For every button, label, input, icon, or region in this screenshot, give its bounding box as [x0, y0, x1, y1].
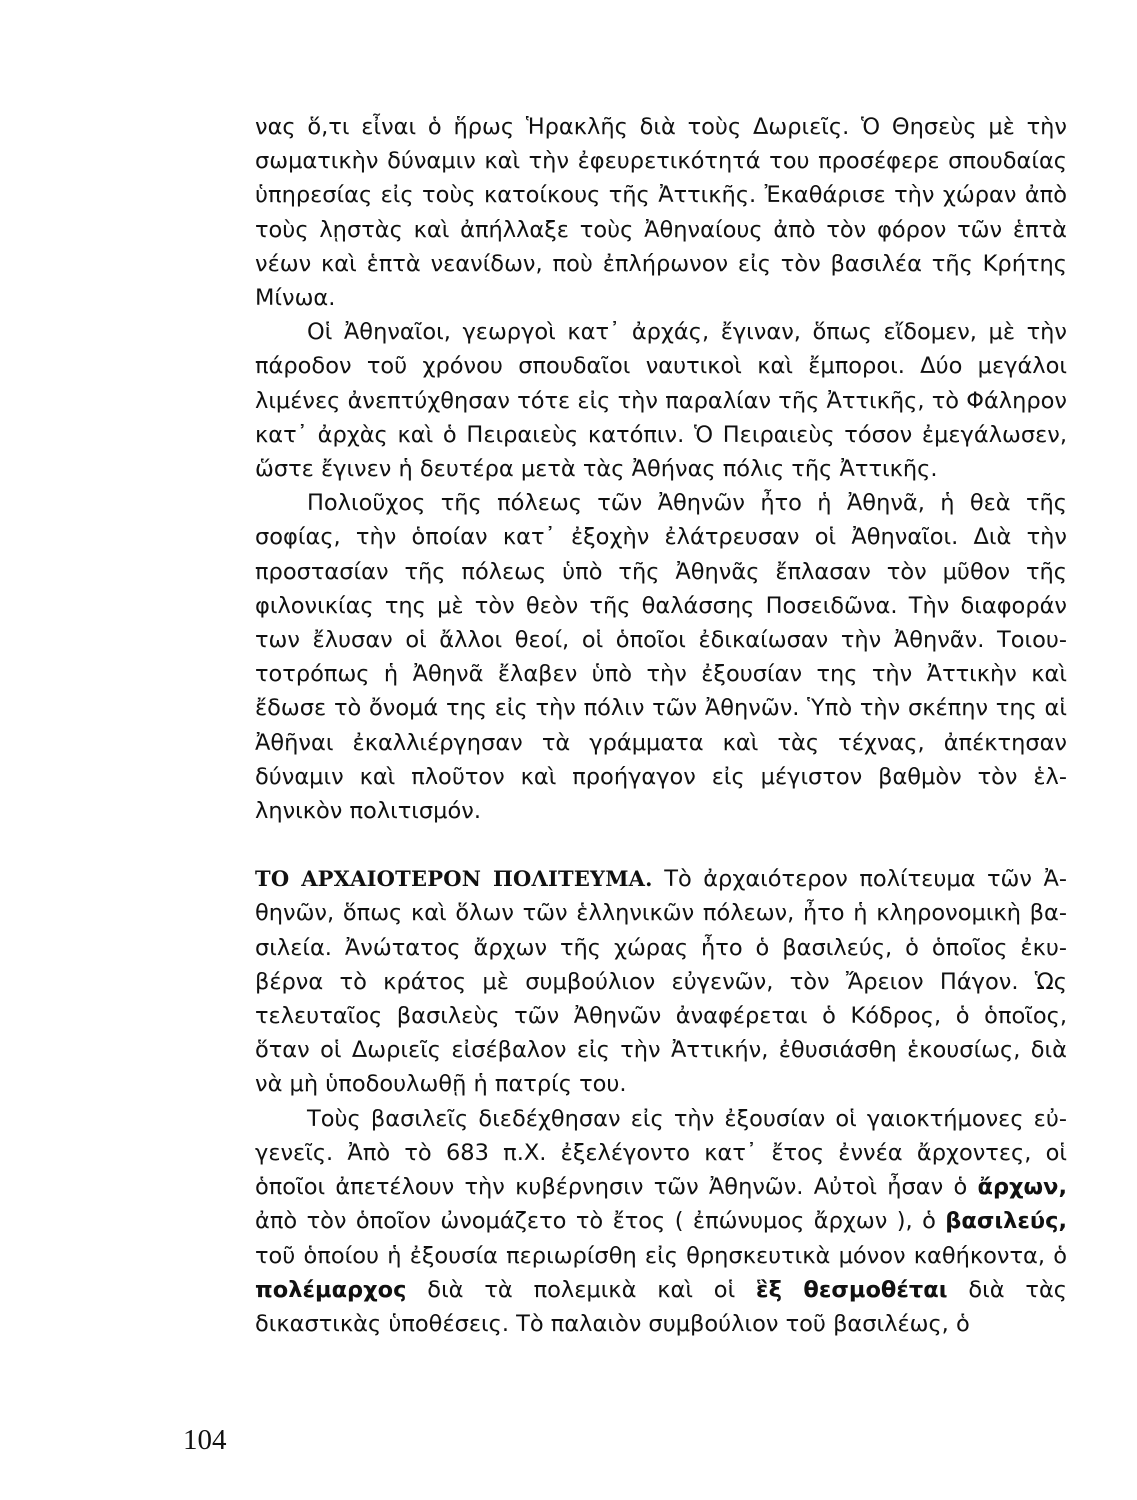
- bold-term-basileus: βασιλεύς,: [945, 1208, 1067, 1235]
- section-first-paragraph-text: Τὸ ἀρχαιότερον πολίτευμα τῶν Ἀθηνῶν, ὅπως καὶ ὅλων τῶν ἑλληνικῶν πόλεων, ἦτο ἡ κληρονομικὴ βασιλεία. Ἀνώτατος ἄρχων τῆς χώρας ἦτο ὁ βασιλεύς, ὁ ὁποῖος ἐκυβέρνα τὸ κράτος μὲ συμβούλιον εὐγενῶν, τὸν Ἄρειον Πάγον. Ὡς τελευταῖος βασιλεὺς τῶν Ἀθηνῶν ἀναφέρεται ὁ Κόδρος, ὁ ὁποῖος, ὅταν οἱ Δωριεῖς εἰσέβαλον εἰς τὴν Ἀττικήν, ἐθυσιάσθη ἑκουσίως, διὰ νὰ μὴ ὑποδουλωθῇ ἡ πατρίς του.: [255, 866, 1067, 1098]
- bold-term-polemarch: πολέμαρχος: [255, 1276, 407, 1303]
- paragraph-theseus: νας ὅ,τι εἶναι ὁ ἥρως Ἡρακλῆς διὰ τοὺς Δωριεῖς. Ὁ Θησεὺς μὲ τὴν σωματικὴν δύναμιν καὶ τὴν ἐφευρετικότητά του προσέφερε σπουδαίας ὑπηρεσίας εἰς τοὺς κατοίκους τῆς Ἀττικῆς. Ἐκαθάρισε τὴν χώραν ἀπὸ τοὺς λῃστὰς καὶ ἀπήλλαξε τοὺς Ἀθηναίους ἀπὸ τὸν φόρον τῶν ἑπτὰ νέων καὶ ἑπτὰ νεανίδων, ποὺ ἐπλήρωνον εἰς τὸν βασιλέα τῆς Κρήτης Μίνωα.: [255, 114, 1067, 312]
- archons-text-part-2: ἀπὸ τὸν ὁποῖον ὠνομάζετο τὸ ἔτος ( ἐπώνυμος ἄρχων ), ὁ: [255, 1208, 946, 1235]
- paragraph-athena-patron: Πολιοῦχος τῆς πόλεως τῶν Ἀθηνῶν ἦτο ἡ Ἀθηνᾶ, ἡ θεὰ τῆς σοφίας, τὴν ὁποίαν κατ᾽ ἐξοχὴν ἐλάτρευσαν οἱ Ἀθηναῖοι. Διὰ τὴν προστασίαν τῆς πόλεως ὑπὸ τῆς Ἀθηνᾶς ἔπλασαν τὸν μῦθον τῆς φιλονικίας της μὲ τὸν θεὸν τῆς θαλάσσης Ποσειδῶνα. Τὴν διαφοράν των ἔλυσαν οἱ ἄλλοι θεοί, οἱ ὁποῖοι ἐδικαίωσαν τὴν Ἀθηνᾶν. Τοιουτοτρόπως ἡ Ἀθηνᾶ ἔλαβεν ὑπὸ τὴν ἐξουσίαν της τὴν Ἀττικὴν καὶ ἔδωσε τὸ ὄνομά της εἰς τὴν πόλιν τῶν Ἀθηνῶν. Ὑπὸ τὴν σκέπην της αἱ Ἀθῆναι ἐκαλλιέργησαν τὰ γράμματα καὶ τὰς τέχνας, ἀπέκτησαν δύναμιν καὶ πλοῦτον καὶ προήγαγον εἰς μέγιστον βαθμὸν τὸν ἑλληνικὸν πολιτισμόν.: [255, 490, 1067, 825]
- archons-text-part-1: Τοὺς βασιλεῖς διεδέχθησαν εἰς τὴν ἐξουσίαν οἱ γαιοκτήμονες εὐγενεῖς. Ἀπὸ τὸ 683 π.Χ. ἐξελέγοντο κατ᾽ ἔτος ἐννέα ἄρχοντες, οἱ ὁποῖοι ἀπετέλουν τὴν κυβέρνησιν τῶν Ἀθηνῶν. Αὐτοὶ ἦσαν ὁ: [255, 1105, 1067, 1201]
- archons-text-part-5: διὰ τὰς δικαστικὰς ὑποθέσεις. Τὸ παλαιὸν συμβούλιον τοῦ βασιλέως, ὁ: [255, 1276, 1067, 1337]
- page-body-text: [255, 110, 1067, 1341]
- paragraph-archons: [255, 1102, 1067, 1341]
- section-oldest-polity: [255, 862, 1067, 1101]
- section-heading: ΤΟ ΑΡΧΑΙΟΤΕΡΟΝ ΠΟΛΙΤΕΥΜΑ.: [255, 866, 653, 892]
- paragraph-athenians-sailors: Οἱ Ἀθηναῖοι, γεωργοὶ κατ᾽ ἀρχάς, ἔγιναν, ὅπως εἴδομεν, μὲ τὴν πάροδον τοῦ χρόνου σπουδαῖοι ναυτικοὶ καὶ ἔμποροι. Δύο μεγάλοι λιμένες ἀνεπτύχθησαν τότε εἰς τὴν παραλίαν τῆς Ἀττικῆς, τὸ Φάληρον κατ᾽ ἀρχὰς καὶ ὁ Πειραιεὺς κατόπιν. Ὁ Πειραιεὺς τόσον ἐμεγάλωσεν, ὥστε ἔγινεν ἡ δευτέρα μετὰ τὰς Ἀθήνας πόλις τῆς Ἀττικῆς.: [255, 319, 1067, 483]
- page-number: 104: [183, 1424, 227, 1456]
- bold-term-archon: ἄρχων,: [977, 1174, 1067, 1201]
- bold-term-thesmothetai: ἓξ θεσμοθέται: [756, 1276, 948, 1303]
- archons-text-part-4: διὰ τὰ πολεμικὰ καὶ οἱ: [406, 1276, 757, 1303]
- archons-text-part-3: τοῦ ὁποίου ἡ ἐξουσία περιωρίσθη εἰς θρησκευτικὰ μόνον καθήκοντα, ὁ: [255, 1242, 1067, 1269]
